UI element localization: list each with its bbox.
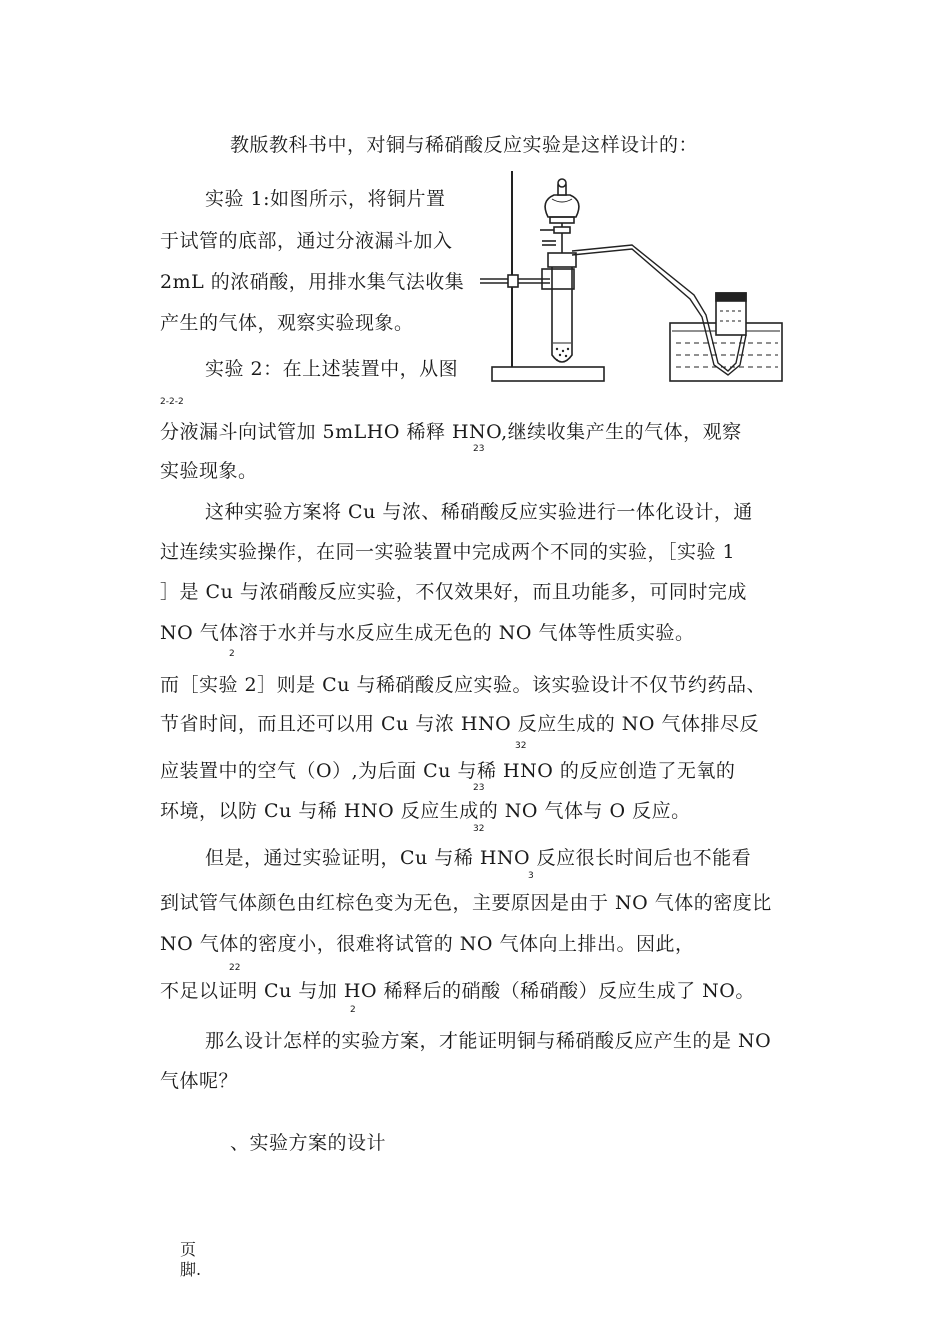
footer-line-1: 页 — [180, 1240, 197, 1259]
footer-line-2: 脚. — [180, 1260, 202, 1279]
para2-line-1: 而［实验 2］则是 Cu 与稀硝酸反应实验。该实验设计不仅节约药品、 — [160, 674, 766, 696]
para3-subscript-3: 2 — [350, 1005, 356, 1015]
para3-line-1: 但是，通过实验证明，Cu 与稀 HNO 反应很长时间后也不能看 — [205, 847, 752, 869]
separatory-funnel — [545, 195, 579, 217]
apparatus-figure — [480, 165, 785, 387]
para1-line-4: NO 气体溶于水并与水反应生成无色的 NO 气体等性质实验。 — [160, 622, 695, 644]
exp2-line-3: 实验现象。 — [160, 460, 258, 482]
test-tube — [552, 265, 572, 362]
para2-line-2: 节省时间，而且还可以用 Cu 与浓 HNO 反应生成的 NO 气体排尽反 — [160, 713, 759, 735]
para3-line-4: 不足以证明 Cu 与加 HO 稀释后的硝酸（稀硝酸）反应生成了 NO。 — [160, 980, 755, 1002]
stand-base — [492, 367, 604, 381]
exp2-line-2: 分液漏斗向试管加 5mLHO 稀释 HNO,继续收集产生的气体，观察 — [160, 421, 742, 443]
para1-subscript: 2 — [229, 649, 235, 659]
exp1-line-4: 产生的气体，观察实验现象。 — [160, 312, 414, 334]
exp1-line-3: 2mL 的浓硝酸，用排水集气法收集 — [160, 271, 465, 293]
exp1-line-2: 于试管的底部，通过分液漏斗加入 — [160, 230, 453, 252]
section-heading: 、实验方案的设计 — [230, 1132, 387, 1154]
para1-line-2: 过连续实验操作，在同一实验装置中完成两个不同的实验，［实验 1 — [160, 541, 736, 563]
exp2-subscript: 23 — [473, 444, 485, 454]
para4-line-1: 那么设计怎样的实验方案，才能证明铜与稀硝酸反应产生的是 NO — [205, 1030, 772, 1052]
exp2-line-1: 实验 2：在上述装置中，从图 — [205, 358, 459, 380]
intro-line: 教版教科书中，对铜与稀硝酸反应实验是这样设计的： — [230, 134, 699, 156]
figure-number: 2-2-2 — [160, 397, 184, 407]
para3-line-2: 到试管气体颜色由红棕色变为无色，主要原因是由于 NO 气体的密度比 — [160, 892, 772, 914]
para2-subscript-1: 32 — [515, 741, 527, 751]
exp1-line-1: 实验 1:如图所示，将铜片置 — [205, 188, 446, 210]
para2-subscript-3: 32 — [473, 824, 485, 834]
para1-line-1: 这种实验方案将 Cu 与浓、稀硝酸反应实验进行一体化设计，通 — [205, 501, 753, 523]
para3-subscript-1: 3 — [528, 871, 534, 881]
para2-line-4: 环境，以防 Cu 与稀 HNO 反应生成的 NO 气体与 O 反应。 — [160, 800, 691, 822]
para1-line-3: ］是 Cu 与浓硝酸反应实验，不仅效果好，而且功能多，可同时完成 — [160, 581, 747, 603]
para2-line-3: 应装置中的空气（O）,为后面 Cu 与稀 HNO 的反应创造了无氧的 — [160, 760, 736, 782]
para3-line-3: NO 气体的密度小，很难将试管的 NO 气体向上排出。因此， — [160, 933, 695, 955]
para2-subscript-2: 23 — [473, 783, 485, 793]
para4-line-2: 气体呢？ — [160, 1070, 239, 1092]
para3-subscript-2: 22 — [229, 963, 241, 973]
